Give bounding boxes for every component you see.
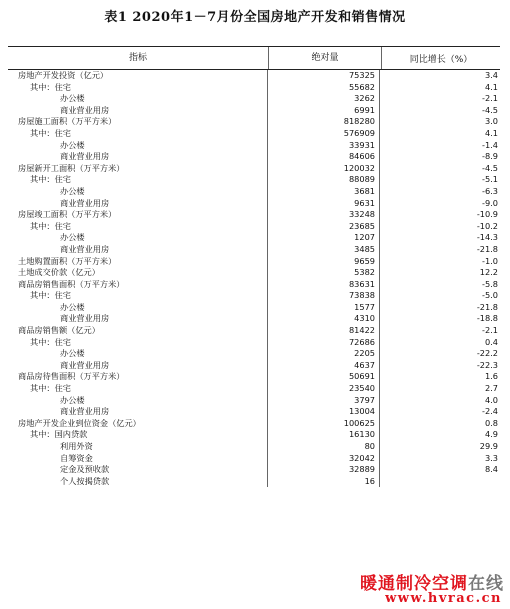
row-indicator: 商业营业用房 [8,360,268,372]
row-absolute-value: 4637 [268,360,380,372]
row-growth-value: -14.3 [476,232,498,243]
row-indicator: 其中：住宅 [8,82,268,94]
row-absolute-value: 120032 [268,163,380,175]
row-growth-value: 4.9 [484,429,498,440]
table-row [8,267,500,279]
row-growth-value: 3.0 [484,116,498,127]
row-indicator: 商业营业用房 [8,151,268,163]
row-indicator: 商品房销售额（亿元） [8,325,268,337]
row-indicator: 个人按揭贷款 [8,476,268,488]
row-growth-value: 0.4 [484,336,498,347]
row-growth-value [380,476,500,488]
table-row [8,290,500,302]
watermark-url: www.hvrac.cn [385,591,502,606]
row-absolute-value: 84606 [268,151,380,163]
row-indicator: 商业营业用房 [8,313,268,325]
row-growth-value: -21.8 [476,301,498,312]
row-absolute-value: 75325 [268,70,380,82]
row-indicator: 自筹资金 [8,453,268,465]
row-absolute-value: 3797 [268,395,380,407]
page-title: 表1 2020年1－7月份全国房地产开发和销售情况 [104,10,406,25]
table-row [8,186,500,198]
table-header [8,47,500,70]
table-row [8,256,500,268]
header-absolute: 绝对量 [269,47,382,69]
table-row [8,163,500,175]
row-growth-value: 4.1 [484,127,498,138]
row-indicator: 商业营业用房 [8,198,268,210]
row-growth-value: 8.4 [484,464,498,475]
table-row [8,313,500,325]
row-absolute-value: 9631 [268,198,380,210]
row-growth-value: -5.8 [482,278,498,289]
row-absolute-value: 33248 [268,209,380,221]
table-row [8,429,500,441]
table-row [8,395,500,407]
row-growth-value: 0.8 [484,417,498,428]
watermark-brand: 暖通制冷空调在线 [360,574,504,594]
row-growth-value: -1.4 [482,139,498,150]
row-absolute-value: 50691 [268,371,380,383]
row-indicator: 房屋施工面积（万平方米） [8,116,268,128]
table-row [8,105,500,117]
table-row [8,383,500,395]
row-absolute-value: 5382 [268,267,380,279]
row-growth-value: -21.8 [476,243,498,254]
table-row [8,406,500,418]
row-indicator: 其中：住宅 [8,290,268,302]
row-indicator: 房地产开发企业到位资金（亿元） [8,418,268,430]
row-indicator: 其中：住宅 [8,221,268,233]
row-growth-value: -10.2 [476,220,498,231]
row-growth-value: -5.1 [482,174,498,185]
row-growth-value: -8.9 [482,151,498,162]
row-absolute-value: 576909 [268,128,380,140]
table-row [8,418,500,430]
row-absolute-value: 3485 [268,244,380,256]
row-indicator: 其中：住宅 [8,128,268,140]
table-row [8,348,500,360]
table-row [8,441,500,453]
data-table [8,46,500,487]
row-growth-value: 2.7 [484,383,498,394]
row-indicator: 土地购置面积（万平方米） [8,256,268,268]
row-growth-value: -22.2 [476,348,498,359]
table-row [8,337,500,349]
table-row [8,325,500,337]
table-row [8,198,500,210]
row-indicator: 利用外资 [8,441,268,453]
row-absolute-value: 83631 [268,279,380,291]
table-row [8,232,500,244]
row-absolute-value: 6991 [268,105,380,117]
row-absolute-value: 16 [268,476,380,488]
watermark-logo [348,569,508,609]
row-absolute-value: 818280 [268,116,380,128]
row-absolute-value: 73838 [268,290,380,302]
row-absolute-value: 100625 [268,418,380,430]
table-row [8,453,500,465]
row-absolute-value: 33931 [268,140,380,152]
row-indicator: 商业营业用房 [8,406,268,418]
row-absolute-value: 3262 [268,93,380,105]
row-growth-value: 4.1 [484,81,498,92]
header-growth: 同比增长（%） [409,54,473,65]
row-absolute-value: 80 [268,441,380,453]
table-row [8,279,500,291]
table-row [8,244,500,256]
row-absolute-value: 23540 [268,383,380,395]
row-indicator: 商品房待售面积（万平方米） [8,371,268,383]
row-absolute-value: 2205 [268,348,380,360]
table-row [8,221,500,233]
row-absolute-value: 4310 [268,313,380,325]
row-absolute-value: 32042 [268,453,380,465]
row-indicator: 办公楼 [8,186,268,198]
row-indicator: 房屋新开工面积（万平方米） [8,163,268,175]
row-indicator: 其中：住宅 [8,337,268,349]
row-growth-value: -18.8 [476,313,498,324]
row-absolute-value: 1207 [268,232,380,244]
row-growth-value: -2.1 [482,325,498,336]
row-growth-value: 29.9 [479,441,498,451]
row-absolute-value: 72686 [268,337,380,349]
row-indicator: 其中：住宅 [8,174,268,186]
row-growth-value: 12.2 [479,267,498,278]
row-growth-value: -6.3 [482,185,498,196]
header-indicator: 指标 [8,47,269,69]
row-growth-value: 4.0 [484,394,498,405]
row-indicator: 土地成交价款（亿元） [8,267,268,279]
row-growth-value: -10.9 [476,209,498,220]
row-indicator: 定金及预收款 [8,464,268,476]
row-absolute-value: 23685 [268,221,380,233]
table-row [8,174,500,186]
row-growth-value: -22.3 [476,359,498,370]
row-growth-value: -4.5 [482,162,498,173]
row-growth-value: -9.0 [482,197,498,208]
table-row [8,209,500,221]
table-row [8,151,500,163]
table-row [8,93,500,105]
row-indicator: 办公楼 [8,232,268,244]
row-indicator: 办公楼 [8,140,268,152]
row-growth-value: 3.3 [484,452,498,463]
row-indicator: 其中：国内贷款 [8,429,268,441]
table-row [8,116,500,128]
row-absolute-value: 16130 [268,429,380,441]
row-absolute-value: 1577 [268,302,380,314]
row-absolute-value: 3681 [268,186,380,198]
row-indicator: 办公楼 [8,302,268,314]
table-row [8,128,500,140]
table-row [8,464,500,476]
row-indicator: 房地产开发投资（亿元） [8,70,268,82]
row-indicator: 办公楼 [8,93,268,105]
row-growth-value: 1.6 [484,371,498,382]
row-absolute-value: 55682 [268,82,380,94]
row-absolute-value: 88089 [268,174,380,186]
table-body [8,70,500,487]
row-indicator: 其中：住宅 [8,383,268,395]
row-indicator: 商业营业用房 [8,105,268,117]
row-growth-value: -4.5 [482,104,498,115]
row-growth-value: 3.4 [484,70,498,80]
row-indicator: 房屋竣工面积（万平方米） [8,209,268,221]
row-growth-value: -1.0 [482,255,498,266]
table-row [8,82,500,94]
row-growth-value: -2.1 [482,93,498,104]
row-absolute-value: 32889 [268,464,380,476]
row-indicator: 办公楼 [8,348,268,360]
row-absolute-value: 81422 [268,325,380,337]
row-growth-value: -5.0 [482,290,498,301]
table-row [8,140,500,152]
row-growth-value: -2.4 [482,406,498,417]
table-row [8,360,500,372]
row-indicator: 商业营业用房 [8,244,268,256]
row-indicator: 商品房销售面积（万平方米） [8,279,268,291]
table-row [8,371,500,383]
table-row [8,70,500,82]
row-absolute-value: 9659 [268,256,380,268]
row-absolute-value: 13004 [268,406,380,418]
table-row [8,476,500,488]
table-row [8,302,500,314]
row-indicator: 办公楼 [8,395,268,407]
